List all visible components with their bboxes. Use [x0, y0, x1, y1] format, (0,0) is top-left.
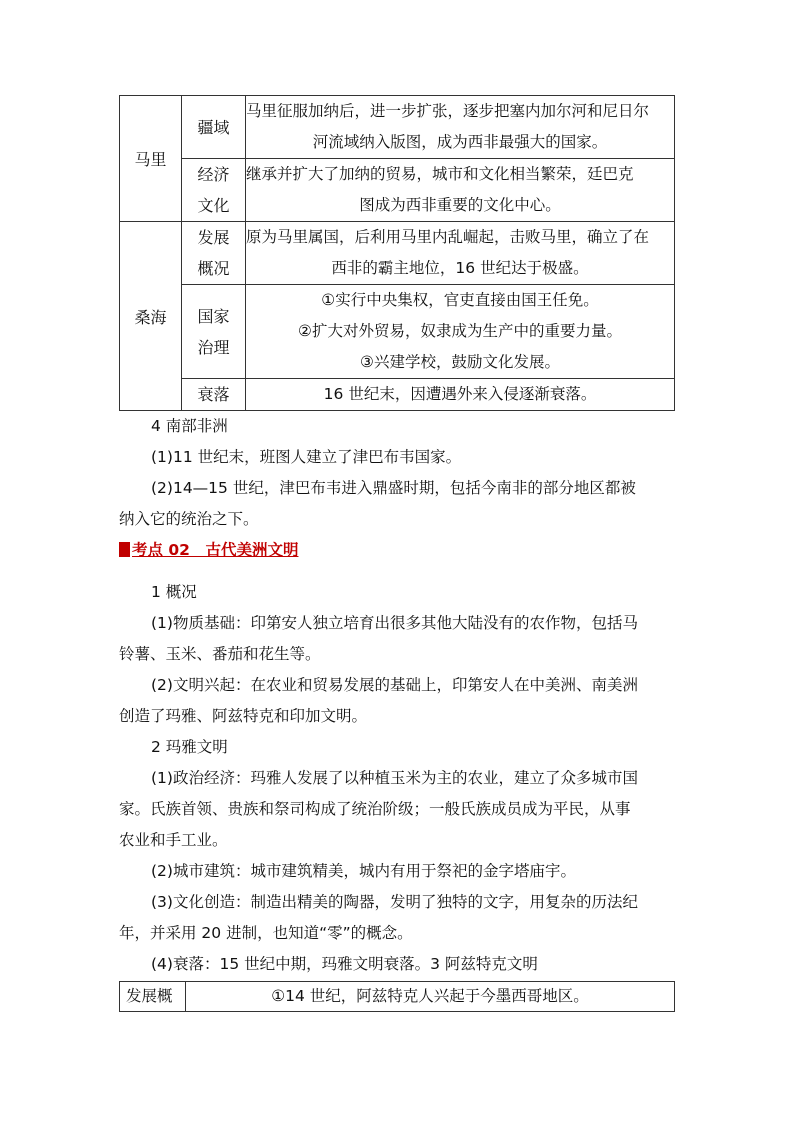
- south-africa-section: [119, 411, 675, 535]
- content-cell: [246, 159, 675, 222]
- content-cell: [246, 285, 675, 379]
- content-line: 河流域纳入版图，成为西非最强大的国家。: [312, 133, 608, 151]
- paragraph-line: 年，并采用 20 进制，也知道“零”的概念。: [119, 924, 413, 942]
- content-line: 原为马里属国，后利用马里内乱崛起，击败马里，确立了在: [246, 228, 650, 246]
- aztec-table: [119, 981, 675, 1012]
- aspect-cell: 发展概: [120, 982, 186, 1012]
- content-cell: ①14 世纪，阿兹特克人兴起于今墨西哥地区。: [186, 982, 675, 1012]
- paragraph-line: 家。氏族首领、贵族和祭司构成了统治阶级；一般氏族成员成为平民，从事: [119, 800, 631, 818]
- heading-text: 考点 02 古代美洲文明: [132, 541, 299, 559]
- table-row: [120, 159, 675, 222]
- paragraph-line: 铃薯、玉米、番茄和花生等。: [119, 645, 321, 663]
- americas-section: [119, 577, 675, 980]
- section-heading: [119, 537, 298, 563]
- paragraph-line: (3)文化创造：制造出精美的陶器，发明了独特的文字，用复杂的历法纪: [151, 893, 638, 911]
- content-line: 16 世纪末，因遭遇外来入侵逐渐衰落。: [323, 385, 597, 403]
- paragraph-line: 农业和手工业。: [119, 831, 228, 849]
- content-line: ②扩大对外贸易，奴隶成为生产中的重要力量。: [298, 322, 622, 340]
- aspect-label: 文化: [197, 196, 230, 215]
- paragraph-line: (2)文明兴起：在农业和贸易发展的基础上，印第安人在中美洲、南美洲: [151, 676, 638, 694]
- paragraph-line: (1)物质基础：印第安人独立培育出很多其他大陆没有的农作物，包括马: [151, 614, 638, 632]
- aspect-label: 经济: [197, 165, 230, 184]
- aspect-label: 国家: [197, 306, 230, 326]
- paragraph-line: (2)城市建筑：城市建筑精美，城内有用于祭祀的金字塔庙宇。: [151, 862, 576, 880]
- content-line: 西非的霸主地位，16 世纪达于极盛。: [331, 259, 589, 277]
- country-cell: 马里: [120, 96, 182, 222]
- country-cell: 桑海: [120, 222, 182, 411]
- content-cell: [246, 379, 675, 411]
- aspect-cell: [182, 96, 246, 159]
- table-row: [120, 222, 675, 285]
- aspect-cell: [182, 285, 246, 379]
- table-row: [120, 379, 675, 411]
- content-line: 图成为西非重要的文化中心。: [359, 196, 561, 214]
- paragraph-line: (2)14—15 世纪，津巴布韦进入鼎盛时期，包括今南非的部分地区都被: [151, 479, 636, 497]
- paragraph-line: (1)政治经济：玛雅人发展了以种植玉米为主的农业，建立了众多城市国: [151, 769, 638, 787]
- paragraph-line: 创造了玛雅、阿兹特克和印加文明。: [119, 707, 368, 725]
- table-row: [120, 982, 675, 1012]
- aspect-label: 衰落: [197, 385, 230, 404]
- aspect-label: 发展: [197, 228, 230, 247]
- table-row: [120, 285, 675, 379]
- table-row: [120, 96, 675, 159]
- aspect-label: 概况: [197, 259, 230, 278]
- aspect-cell: [182, 159, 246, 222]
- section-title: 1 概况: [151, 583, 197, 601]
- aspect-cell: [182, 222, 246, 285]
- content-line: 继承并扩大了加纳的贸易，城市和文化相当繁荣，廷巴克: [246, 165, 634, 183]
- content-cell: [246, 96, 675, 159]
- content-line: ③兴建学校，鼓励文化发展。: [360, 353, 560, 371]
- content-line: 马里征服加纳后，进一步扩张，逐步把塞内加尔河和尼日尔: [246, 102, 650, 120]
- paragraph-line: 纳入它的统治之下。: [119, 510, 259, 528]
- paragraph-line: (4)衰落：15 世纪中期，玛雅文明衰落。3 阿兹特克文明: [151, 955, 538, 973]
- aspect-label: 治理: [197, 337, 230, 357]
- section-title: 2 玛雅文明: [151, 738, 228, 756]
- section-title: 4 南部非洲: [151, 417, 228, 435]
- west-africa-table: [119, 95, 675, 411]
- content-line: ①实行中央集权，官吏直接由国王任免。: [321, 291, 599, 309]
- aspect-cell: [182, 379, 246, 411]
- aspect-label: 疆域: [197, 117, 230, 137]
- content-cell: [246, 222, 675, 285]
- paragraph-line: (1)11 世纪末，班图人建立了津巴布韦国家。: [151, 448, 462, 466]
- heading-marker: [119, 542, 130, 557]
